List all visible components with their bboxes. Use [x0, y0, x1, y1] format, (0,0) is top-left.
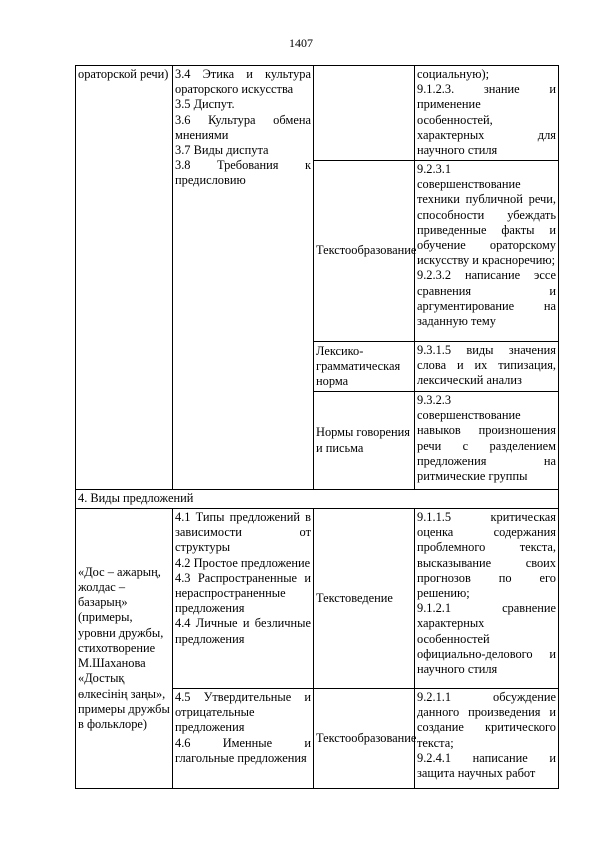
skill-cell: Лексико-грамматическая норма [314, 342, 415, 392]
topics-cell [173, 509, 314, 689]
topics-cell [173, 689, 314, 789]
goal-cell: 9.2.3.1 совершенствование техники публичной речи, способности убеждать приведенные факты и обучение ораторскому искусству и красноречию; 9.2.3.2 написание эссе сравнения и аргументирование на заданную тему [415, 161, 559, 342]
topic-item: 3.8 Требования к предисловию [175, 158, 311, 188]
topic-item: 4.3 Распространенные и нераспространенные предложения [175, 570, 311, 616]
topic-item: 3.4 Этика и культура ораторского искусства [175, 67, 311, 97]
table-row [76, 490, 559, 509]
curriculum-table [75, 65, 559, 789]
topic-item: 4.4 Личные и безличные предложения [175, 616, 311, 646]
goal-cell: 9.3.1.5 виды значения слова и их типизация, лексический анализ [415, 342, 559, 392]
skill-cell: Текстообразование [314, 161, 415, 342]
goal-cell: 9.3.2.3 совершенствование навыков произношения речи с разделением предложения на ритмические группы [415, 392, 559, 490]
goal-cell: 9.2.1.1 обсуждение данного произведения и создание критического текста; 9.2.4.1 написание и защита научных работ [415, 689, 559, 789]
section-title: 4. Виды предложений [76, 490, 559, 509]
topic-item: 4.5 Утвердительные и отрицательные предложения [175, 690, 311, 735]
topic-item: 3.6 Культура обмена мнениями [175, 112, 311, 142]
skill-cell: Текстоведение [314, 509, 415, 689]
topic-item: 4.6 Именные и глагольные предложения [175, 735, 311, 765]
topic-item: 3.5 Диспут. [175, 97, 235, 112]
skill-cell: Текстообразование [314, 689, 415, 789]
page-number: 1407 [289, 36, 313, 50]
topics-cell [173, 66, 314, 490]
goal-cell: социальную); 9.1.2.3. знание и применение особенностей, характерных для научного стиля [415, 66, 559, 161]
skill-cell [314, 66, 415, 161]
table-row [76, 509, 559, 689]
topic-item: 4.2 Простое предложение [175, 555, 311, 570]
topic-item: 3.7 Виды диспута [175, 143, 269, 158]
goal-cell: 9.1.1.5 критическая оценка содержания проблемного текста, высказывание своих прогнозов по его решению; 9.1.2.1 сравнение характерных особенностей официально-делового и научного стиля [415, 509, 559, 689]
topic-item: 4.1 Типы предложений в зависимости от структуры [175, 510, 311, 555]
skill-cell: Нормы говорения и письма [314, 392, 415, 490]
theme-cell: ораторской речи) [76, 66, 173, 490]
table-row [76, 66, 559, 161]
theme-cell: «Дос – ажарың, жолдас – базарың» (примеры, уровни дружбы, стихотворение М.Шаханова «Достық өлкесінің заңы», примеры дружбы в фольклоре) [76, 509, 173, 789]
